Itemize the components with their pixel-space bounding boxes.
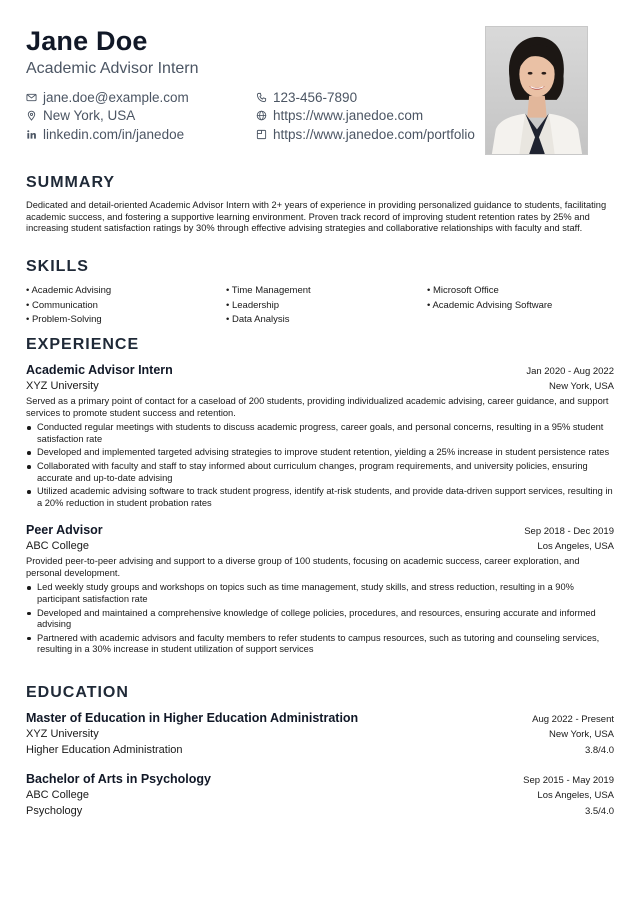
- skill-item: • Data Analysis: [226, 314, 290, 325]
- skill-item: • Problem-Solving: [26, 314, 102, 325]
- summary-text: Dedicated and detail-oriented Academic Advisor Intern with 2+ years of experience in providing personalized guidance to students, facilitating academic success, and fostering a supportive learning environment. Proven track record of improving student retention rates by 25% and increasing student satisfaction ratings by 30% through effective advising strategies and collaborative relationships with faculty and staff.: [26, 200, 607, 234]
- job-bullet: Conducted regular meetings with students to discuss academic progress, career goals, and personal concerns, resulting in a 95% student satisfaction rate: [26, 422, 614, 445]
- experience-section: [26, 336, 614, 658]
- job-bullet: Utilized academic advising software to track student progress, identify at-risk students, and provide data-driven support services, resulting in a 20% reduction in student probation rates: [26, 486, 614, 509]
- field-of-study: Higher Education Administration: [26, 744, 183, 756]
- skill-item: • Leadership: [226, 299, 279, 311]
- skill-item: • Communication: [26, 299, 98, 311]
- job-dates: Sep 2018 - Dec 2019: [524, 526, 614, 538]
- job-entry: [26, 522, 614, 655]
- job-title: Peer Advisor: [26, 523, 103, 538]
- job-bullet: Partnered with academic advisors and faculty members to refer students to campus resources, such as tutoring and counseling services, resulting in a 30% increase in student utilization of support services: [26, 633, 614, 656]
- job-description: Provided peer-to-peer advising and support to a diverse group of 100 students, focusing on academic success, career exploration, and personal development.: [26, 556, 580, 578]
- contact-linkedin[interactable]: [26, 125, 189, 144]
- gpa: 3.5/4.0: [584, 806, 614, 817]
- website-text: https://www.janedoe.com: [273, 108, 424, 124]
- skill-item: • Time Management: [226, 285, 311, 296]
- job-entry: [26, 362, 614, 509]
- job-title: Academic Advisor Intern: [26, 363, 173, 377]
- profile-photo: [485, 26, 588, 155]
- school-location: New York, USA: [549, 729, 614, 740]
- skills-section: [26, 258, 614, 325]
- school-location: Los Angeles, USA: [537, 790, 614, 801]
- job-bullets: [26, 582, 614, 655]
- job-organization: ABC College: [26, 540, 89, 553]
- skill-item: • Academic Advising Software: [427, 299, 553, 311]
- contact-phone[interactable]: [256, 88, 475, 107]
- job-bullets: [26, 422, 614, 509]
- map-pin-icon: [26, 110, 37, 121]
- email-text: jane.doe@example.com: [43, 89, 189, 105]
- education-dates: Aug 2022 - Present: [532, 714, 614, 725]
- job-organization: XYZ University: [26, 380, 99, 392]
- skill-item: • Academic Advising: [26, 285, 112, 296]
- summary-section: [26, 174, 614, 235]
- contact-column-left: [26, 88, 189, 144]
- education-entry: [26, 710, 614, 758]
- skill-item: • Microsoft Office: [427, 285, 499, 296]
- education-dates: Sep 2015 - May 2019: [523, 775, 614, 786]
- phone-icon: [256, 92, 267, 103]
- portfolio-text: https://www.janedoe.com/portfolio: [273, 126, 475, 142]
- job-bullet: Led weekly study groups and workshops on topics such as time management, study skills, and stress reduction, resulting in a 90% participant satisfaction rate: [26, 582, 614, 605]
- linkedin-text: linkedin.com/in/janedoe: [43, 126, 185, 142]
- location-text: New York, USA: [43, 108, 136, 124]
- contact-column-right: [256, 88, 475, 144]
- job-location: Los Angeles, USA: [537, 541, 614, 553]
- gpa: 3.8/4.0: [584, 745, 614, 756]
- contact-location: [26, 107, 189, 126]
- mail-icon: [26, 92, 37, 103]
- linkedin-icon: [26, 129, 37, 140]
- school-name: ABC College: [26, 789, 89, 801]
- skills-heading: SKILLS: [26, 258, 89, 275]
- contact-website[interactable]: [256, 107, 475, 126]
- portfolio-icon: [256, 129, 267, 140]
- resume-page: [26, 26, 614, 817]
- phone-text: 123-456-7890: [273, 89, 358, 105]
- job-bullet: Developed and maintained a comprehensive knowledge of college policies, procedures, and resources, ensuring accurate and informed advising: [26, 608, 614, 631]
- degree-title: Master of Education in Higher Education Administration: [26, 711, 359, 725]
- education-section: [26, 684, 614, 819]
- job-description: Served as a primary point of contact for a caseload of 200 students, providing individualized academic advising, career guidance, and support services to promote student success and retention.: [26, 396, 609, 418]
- candidate-name: Jane Doe: [26, 26, 148, 56]
- job-location: New York, USA: [549, 381, 614, 392]
- job-bullet: Developed and implemented targeted advising strategies to improve student retention, yielding a 25% increase in student persistence rates: [26, 447, 614, 458]
- field-of-study: Psychology: [26, 805, 83, 817]
- contact-email[interactable]: [26, 88, 189, 107]
- education-heading: EDUCATION: [26, 684, 129, 701]
- education-entry: [26, 771, 614, 819]
- school-name: XYZ University: [26, 728, 99, 740]
- job-bullet: Collaborated with faculty and staff to stay informed about curriculum changes, program requirements, and university policies, ensuring accurate and up-to-date advising: [26, 461, 614, 484]
- experience-heading: EXPERIENCE: [26, 336, 140, 353]
- summary-heading: SUMMARY: [26, 174, 116, 191]
- globe-icon: [256, 110, 267, 121]
- resume-header: [26, 26, 614, 166]
- skills-list: [26, 285, 614, 325]
- degree-title: Bachelor of Arts in Psychology: [26, 772, 211, 786]
- contact-portfolio[interactable]: [256, 125, 475, 144]
- job-dates: Jan 2020 - Aug 2022: [526, 366, 614, 377]
- candidate-role: Academic Advisor Intern: [26, 60, 199, 77]
